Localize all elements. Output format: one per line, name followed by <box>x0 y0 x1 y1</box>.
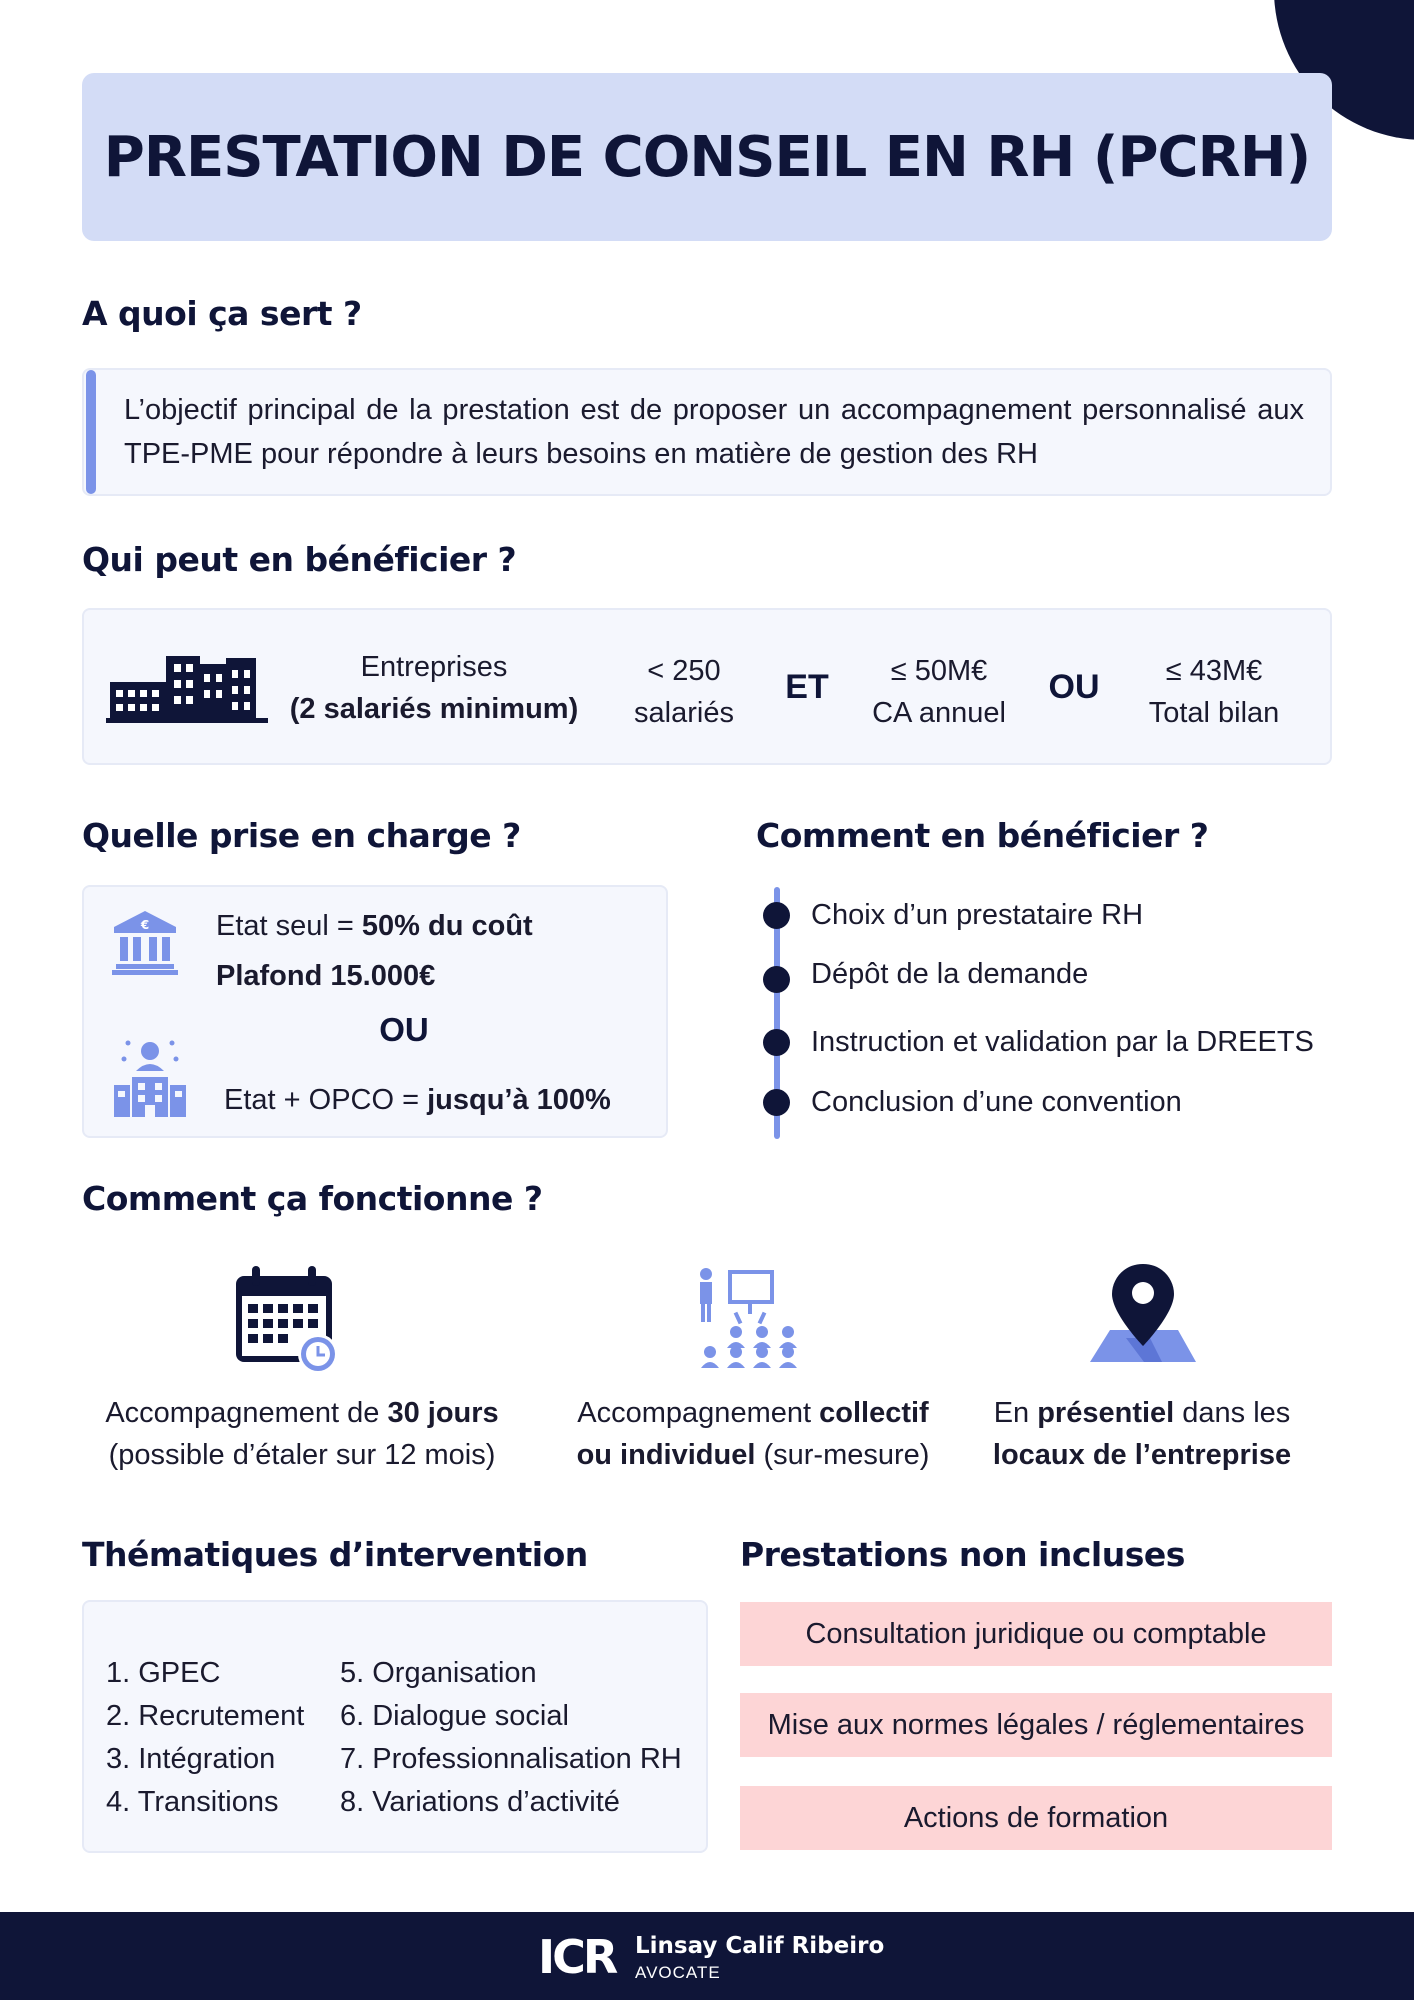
duration-text <box>82 1392 522 1476</box>
theme-item: 7. Professionnalisation RH <box>340 1743 682 1775</box>
and-operator: ET <box>785 668 829 706</box>
opco-line <box>224 1077 611 1123</box>
step-item: Instruction et validation par la DREETS <box>811 1026 1314 1058</box>
step-item: Dépôt de la demande <box>811 958 1089 990</box>
duration-line2: (possible d’étaler sur 12 mois) <box>108 1439 496 1471</box>
excluded-item: Mise aux normes légales / réglementaires <box>740 1693 1332 1757</box>
location-text <box>970 1392 1314 1476</box>
purpose-heading: A quoi ça sert ? <box>82 294 362 333</box>
step-item: Conclusion d’une convention <box>811 1086 1182 1118</box>
operation-heading: Comment ça fonctionne ? <box>82 1179 543 1218</box>
revenue-value: ≤ 50M€ <box>890 655 988 687</box>
theme-item: 2. Recrutement <box>106 1700 305 1732</box>
timeline-dot <box>763 1029 790 1056</box>
excluded-item: Actions de formation <box>740 1786 1332 1850</box>
location-line2: locaux de l’entreprise <box>992 1439 1292 1471</box>
timeline-dot <box>763 902 790 929</box>
footer <box>0 1912 1414 2000</box>
duration-line1 <box>82 1392 522 1434</box>
svg-text:€: € <box>140 918 150 932</box>
state-only-line <box>216 901 533 951</box>
location-suffix: dans les <box>1174 1397 1291 1429</box>
format-prefix: Accompagnement <box>577 1397 820 1429</box>
location-line1 <box>970 1392 1314 1434</box>
state-only-rate: 50% du coût <box>361 910 533 942</box>
how-to-heading: Comment en bénéficier ? <box>756 816 1209 855</box>
timeline-dot <box>763 966 790 993</box>
balance-label: Total bilan <box>1148 697 1280 729</box>
ceiling-line: Plafond 15.000€ <box>216 960 436 992</box>
balance-criterion <box>1124 650 1304 734</box>
entreprises-label <box>284 646 584 730</box>
eligibility-card <box>82 608 1332 765</box>
duration-days: 30 jours <box>387 1397 499 1429</box>
themes-column-1 <box>106 1652 304 1824</box>
or-operator: OU <box>1048 668 1100 706</box>
purpose-card <box>82 368 1332 496</box>
employees-criterion <box>614 650 754 734</box>
footer-name: Linsay Calif Ribeiro <box>635 1933 885 1959</box>
format-collective: collectif <box>819 1397 929 1429</box>
theme-item: 1. GPEC <box>106 1657 221 1689</box>
format-line2 <box>550 1434 956 1476</box>
revenue-criterion <box>854 650 1024 734</box>
themes-column-2 <box>340 1652 682 1824</box>
page-title: PRESTATION DE CONSEIL EN RH (PCRH) <box>103 124 1311 190</box>
title-banner <box>82 73 1332 241</box>
theme-item: 4. Transitions <box>106 1786 279 1818</box>
excluded-heading: Prestations non incluses <box>740 1535 1185 1574</box>
office-person-icon <box>112 1037 188 1119</box>
eligibility-heading: Qui peut en bénéficier ? <box>82 540 517 579</box>
excluded-item: Consultation juridique ou comptable <box>740 1602 1332 1666</box>
calendar-clock-icon <box>234 1266 342 1378</box>
theme-item: 5. Organisation <box>340 1657 537 1689</box>
accent-bar <box>86 370 96 494</box>
state-only-prefix: Etat seul = <box>216 910 362 942</box>
presentation-audience-icon <box>692 1266 808 1370</box>
footer-logo: ICR <box>538 1930 616 1984</box>
themes-card <box>82 1600 708 1853</box>
format-individual: ou individuel <box>576 1439 756 1471</box>
opco-prefix: Etat + OPCO = <box>224 1084 428 1116</box>
footer-role: AVOCATE <box>635 1963 721 1982</box>
step-item: Choix d’un prestataire RH <box>811 899 1144 931</box>
entreprises-line2: (2 salariés minimum) <box>289 693 579 725</box>
timeline-dot <box>763 1089 790 1116</box>
building-icon <box>106 652 268 724</box>
format-line1 <box>550 1392 956 1434</box>
map-pin-icon <box>1088 1262 1198 1366</box>
format-suffix: (sur-mesure) <box>755 1439 930 1471</box>
funding-or: OU <box>379 1011 429 1048</box>
balance-value: ≤ 43M€ <box>1165 655 1263 687</box>
opco-rate: jusqu’à 100% <box>427 1084 611 1116</box>
theme-item: 8. Variations d’activité <box>340 1786 620 1818</box>
theme-item: 3. Intégration <box>106 1743 276 1775</box>
employees-value: < 250 <box>647 655 721 687</box>
theme-item: 6. Dialogue social <box>340 1700 569 1732</box>
entreprises-line1: Entreprises <box>360 651 508 683</box>
format-text <box>550 1392 956 1476</box>
purpose-text: L’objectif principal de la prestation est de proposer un accompagnement personnalisé aux TPE-PME pour répondre à leurs besoins en matière de gestion des RH <box>124 394 1304 470</box>
funding-card <box>82 885 668 1138</box>
revenue-label: CA annuel <box>872 697 1006 729</box>
employees-label: salariés <box>634 697 734 729</box>
funding-heading: Quelle prise en charge ? <box>82 816 521 855</box>
duration-prefix: Accompagnement de <box>105 1397 388 1429</box>
location-prefix: En <box>993 1397 1038 1429</box>
location-onsite: présentiel <box>1037 1397 1175 1429</box>
bank-euro-icon <box>112 909 178 975</box>
themes-heading: Thématiques d’intervention <box>82 1535 588 1574</box>
